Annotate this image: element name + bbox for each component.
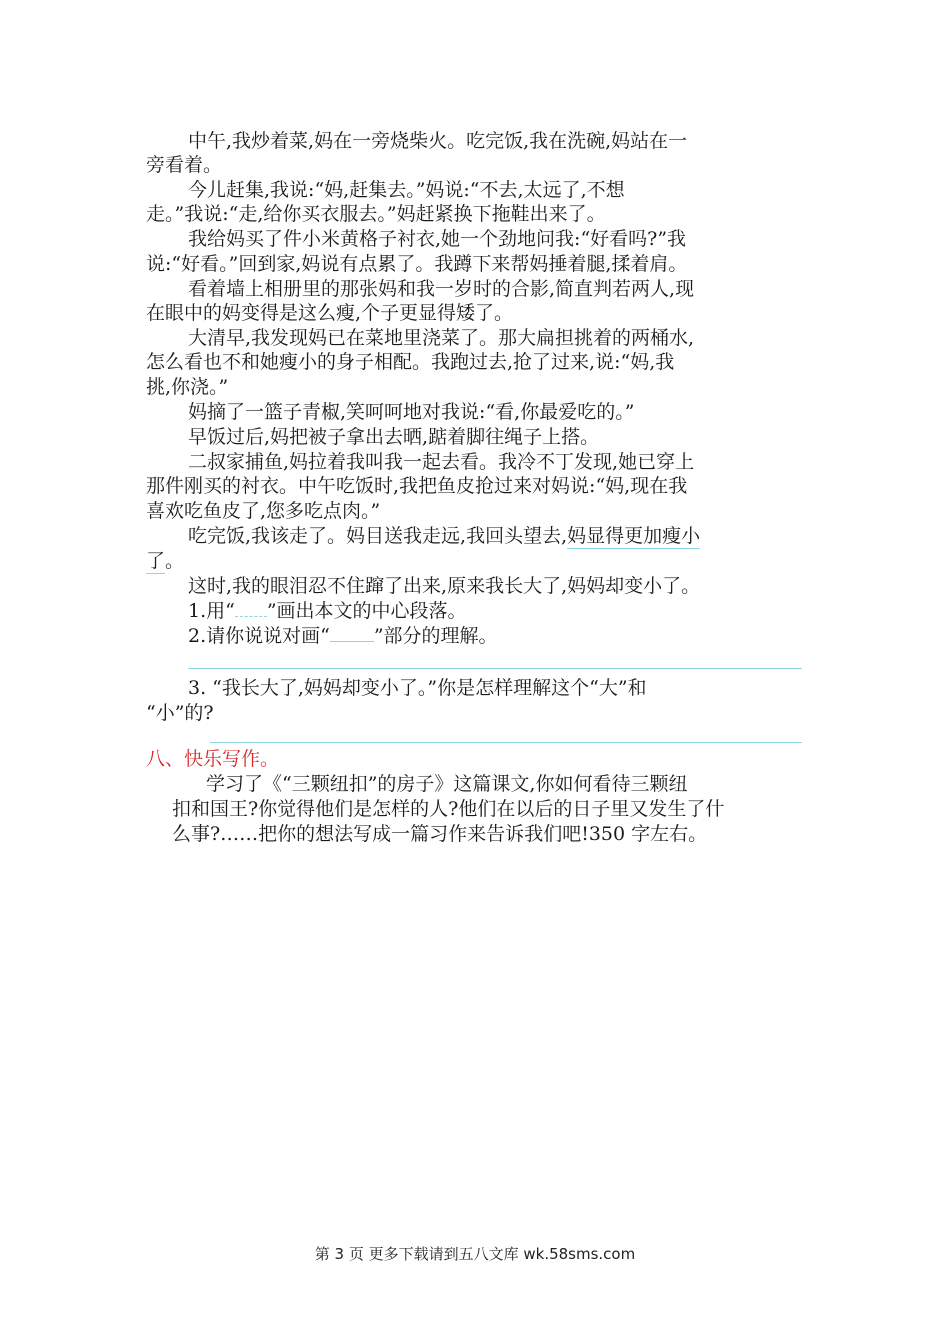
passage-line: 妈摘了一篮子青椒,笑呵呵地对我说:“看,你最爱吃的。”	[188, 401, 635, 423]
passage-line: 说:“好看。”回到家,妈说有点累了。我蹲下来帮妈捶着腿,揉着肩。	[146, 253, 688, 275]
underlined-passage: 妈显得更加瘦小	[567, 525, 701, 547]
passage-line: 怎么看也不和她瘦小的身子相配。我跑过去,抢了过来,说:“妈,我	[146, 351, 675, 373]
passage-line	[188, 523, 700, 549]
passage-line: 中午,我炒着菜,妈在一旁烧柴火。吃完饭,我在洗碗,妈站在一	[188, 130, 688, 152]
question-text: ”画出本文的中心段落。	[266, 600, 467, 622]
passage-line: 我给妈买了件小米黄格子衬衣,她一个劲地问我:“好看吗?”我	[188, 228, 687, 250]
question-2	[188, 623, 498, 649]
passage-line: 二叔家捕鱼,妈拉着我叫我一起去看。我冷不丁发现,她已穿上	[188, 451, 695, 473]
passage-line	[146, 548, 184, 574]
passage-line: 挑,你浇。”	[146, 376, 229, 398]
section-heading: 八、快乐写作。	[146, 748, 280, 770]
writing-prompt-line: 扣和国王?你觉得他们是怎样的人?他们在以后的日子里又发生了什	[172, 798, 725, 820]
passage-line: 今儿赶集,我说:“妈,赶集去。”妈说:“不去,太远了,不想	[188, 179, 625, 201]
dashed-underline-sample	[235, 602, 267, 617]
writing-prompt-line: 学习了《“三颗纽扣”的房子》这篇课文,你如何看待三颗纽	[206, 773, 688, 795]
answer-line[interactable]	[210, 742, 802, 743]
passage-text: 吃完饭,我该走了。妈目送我走远,我回头望去,	[188, 525, 568, 547]
solid-underline-sample	[330, 627, 374, 642]
question-3: 3. “我长大了,妈妈却变小了。”你是怎样理解这个“大”和	[188, 677, 647, 699]
question-3-cont: “小”的?	[146, 702, 214, 724]
passage-line: 看着墙上相册里的那张妈和我一岁时的合影,简直判若两人,现	[188, 278, 695, 300]
passage-line: 喜欢吃鱼皮了,您多吃点肉。”	[146, 500, 381, 522]
passage-line: 在眼中的妈变得是这么瘦,个子更显得矮了。	[146, 302, 514, 324]
answer-line[interactable]	[188, 668, 802, 669]
question-text: 1.用“	[188, 600, 235, 622]
passage-line: 早饭过后,妈把被子拿出去晒,踮着脚往绳子上搭。	[188, 426, 600, 448]
writing-prompt-line: 么事?……把你的想法写成一篇习作来告诉我们吧!350 字左右。	[172, 823, 708, 845]
passage-line: 大清早,我发现妈已在菜地里浇菜了。那大扁担挑着的两桶水,	[188, 327, 695, 349]
passage-line: 旁看着。	[146, 154, 223, 176]
question-text: 2.请你说说对画“	[188, 625, 330, 647]
underlined-passage: 了	[146, 550, 166, 572]
question-1	[188, 598, 467, 624]
page-footer: 第 3 页 更多下载请到五八文库 wk.58sms.com	[314, 1245, 636, 1263]
question-text: ”部分的理解。	[373, 625, 498, 647]
passage-line: 那件刚买的衬衣。中午吃饭时,我把鱼皮抢过来对妈说:“妈,现在我	[146, 475, 688, 497]
passage-line: 走。”我说:“走,给你买衣服去。”妈赶紧换下拖鞋出来了。	[146, 203, 606, 225]
passage-text: 。	[165, 550, 185, 572]
passage-line: 这时,我的眼泪忍不住蹿了出来,原来我长大了,妈妈却变小了。	[188, 575, 701, 597]
